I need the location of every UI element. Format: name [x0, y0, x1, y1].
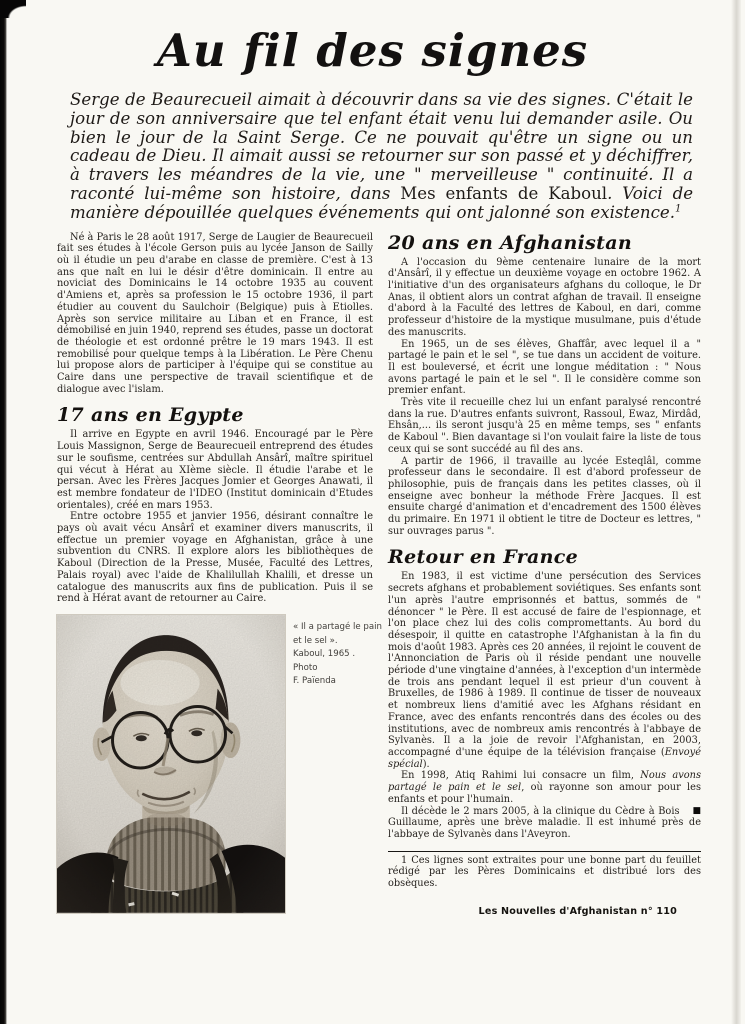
- paragraph-egypte-2: Entre octobre 1955 et janvier 1956, désirant connaître le pays où avait vécu Ansârî et examiner divers manuscrits, il effectue un premier voyage en Afghanistan, grâce à une subvention du CNRS. Il explore alors les bibliothèques de Kaboul (Direction de la Presse, Musée, Faculté des Lettres, Palais royal) avec l'aide de Khalilullah Khalili, et dresse un catalogue des manuscrits aux fins de publication. Puis il se rend à Hérat avant de retourner au Caire.: [57, 511, 373, 605]
- article-lede: [70, 91, 693, 223]
- book-title: Mes enfants de Kaboul: [400, 183, 608, 203]
- paragraph-text: En 1998, Atiq Rahimi lui consacre un film,: [401, 770, 641, 782]
- caption-line: et le sel ».: [293, 635, 338, 646]
- portrait-photo: [57, 615, 285, 913]
- emission-title: Envoyé spécial: [388, 747, 701, 770]
- paragraph-afghanistan-3: Très vite il recueille chez lui un enfant paralysé rencontré dans la rue. D'autres enfants suivront, Rassoul, Ewaz, Mirdâd, Ehsân,... ils seront jusqu'à 25 en même temps, ses " enfants de Kaboul ". Bien davantage si l'on voulait faire la liste de tous ceux qui se sont succédé au fil des ans.: [388, 397, 701, 455]
- article-end-mark: ■: [692, 805, 701, 816]
- paragraph-afghanistan-1: A l'occasion du 9ème centenaire lunaire de la mort d'Ansârî, il y effectue un deuxième voyage en octobre 1962. A l'initiative d'un des organisateurs afghans du colloque, le Dr Anas, il obtient alors un contrat afghan de travail. Il enseigne d'abord à la Faculté des lettres de Kaboul, en dari, comme professeur d'histoire de la mystique musulmane, puis d'étude des manuscrits.: [388, 256, 701, 338]
- paragraph-afghanistan-2: En 1965, un de ses élèves, Ghaffâr, avec lequel il a " partagé le pain et le sel ", se tue dans un accident de voiture. Il est bouleversé, et écrit une longue méditation : " Nous avons partagé le pain et le sel ". Il le considère comme son premier enfant.: [388, 338, 701, 397]
- caption-line: Kaboul, 1965 .: [293, 649, 356, 660]
- paragraph-jeunesse: Né à Paris le 28 août 1917, Serge de Laugier de Beaurecueil fait ses études à l'école Gerson puis au lycée Janson de Sailly où il étudie un peu d'arabe en classe de première. C'est à 13 ans que naît en lui le désir d'être dominicain. Il entre au noviciat des Dominicains le 14 octobre 1935 au couvent d'Amiens et, après sa profession le 15 octobre 1936, il part étudier au couvent du Saulchoir (Belgique) puis à Etiolles. Après son service militaire au Liban et en France, il est démobilisé en juin 1940, reprend ses études, passe un doctorat de théologie et est ordonné prêtre le 19 mars 1943. Il est remobilisé pour quelque temps à la Libération. Le Père Chenu lui propose alors de participer à l'équipe qui se constitue au Caire dans une perspective de travail scientifique et de dialogue avec l'islam.: [57, 231, 373, 395]
- footnote-text: 1 Ces lignes sont extraites pour une bonne part du feuillet rédigé par les Pères Dominicains et distribué lors des obsèques.: [388, 854, 701, 890]
- paragraph-text: ).: [422, 758, 430, 770]
- section-heading-afghanistan: 20 ans en Afghanistan: [388, 231, 632, 254]
- scan-left-edge: [0, 0, 7, 1024]
- paragraph-egypte-1: Il arrive en Egypte en avril 1946. Encouragé par le Père Louis Massignon, Serge de Beaurecueil entreprend des études sur le soufisme, centrées sur Abdullah Ansârî, maître spirituel qui vécut à Hérat au XIème siècle. Il étudie l'arabe et le persan. Avec les Frères Jacques Jomier et Georges Anawati, il est membre fondateur de l'IDEO (Institut dominicain d'Etudes orientales), créé en mars 1953.: [57, 429, 373, 511]
- photo-caption: [293, 621, 382, 913]
- caption-line: Photo: [293, 662, 318, 673]
- lede-text-2: . Voici de manière dépouillée quelques événements qui ont jalonné son existence.: [70, 183, 694, 222]
- article-title: Au fil des signes: [156, 24, 589, 77]
- photo-block: [57, 615, 382, 913]
- right-column: [388, 232, 701, 917]
- paragraph-retour-2: [388, 770, 701, 805]
- left-column: [57, 231, 382, 913]
- paragraph-deces: [388, 806, 701, 841]
- journal-footer: Les Nouvelles d'Afghanistan n° 110: [478, 905, 677, 917]
- section-heading-egypte: 17 ans en Egypte: [57, 404, 244, 427]
- paragraph-text: En 1983, il est victime d'une persécution des Services secrets afghans et probablement soviétiques. Ses enfants sont l'un après l'autre emprisonnés et battus, sommés de " dénoncer " le Père. Il est accusé de faire de l'espionnage, et l'on place chez lui des colis compromettants. Au bord du désespoir, il quitte en catastrophe l'Afghanistan à la fin du mois d'août 1983. Après ces 20 années, il rejoint le couvent de l'Annonciation de Paris où il réside pendant une nouvelle période d'une vingtaine d'années, à l'exception d'un intermède de trois ans pendant lequel il est prieur d'un couvent à Bruxelles, de 1986 à 1989. Il continue de tisser de nouveaux et nombreux liens d'amitié avec les Afghans résidant en France, avec des enfants rencontrés dans des écoles ou des institutions, avec de nombreux amis rencontrés à l'abbaye de Sylvanès. Il a la joie de revoir l'Afghanistan, en 2003, accompagné d'une équipe de la télévision française (: [388, 571, 701, 758]
- caption-line: « Il a partagé le pain: [293, 621, 382, 632]
- two-column-layout: [0, 223, 745, 917]
- footnote-rule: [388, 851, 701, 852]
- paragraph-text: Il décède le 2 mars 2005, à la clinique du Cèdre à Bois Guillaume, après une brève maladie. Il est inhumé près de l'abbaye de Sylvanès dans l'Aveyron.: [388, 805, 701, 840]
- scan-top-left-corner: [0, 0, 26, 18]
- caption-line: F. Païenda: [293, 676, 336, 687]
- lede-text-1: Serge de Beaurecueil aimait à découvrir dans sa vie des signes. C'était le jour de son anniversaire que tel enfant était venu lui demander asile. Ou bien le jour de la Saint Serge. Ce ne pouvait qu'être un signe ou un cadeau de Dieu. Il aimait aussi se retourner sur son passé et y déchiffrer, à travers les méandres de la vie, une " merveilleuse " continuité. Il a raconté lui-même son histoire, dans: [70, 90, 693, 203]
- portrait-photo-illustration: [57, 615, 285, 913]
- paragraph-afghanistan-4: A partir de 1966, il travaille au lycée Esteqlâl, comme professeur dans le secondaire. Il est d'abord professeur de philosophie, puis de français dans les petites classes, où il enseigne avec bonheur la méthode Frère Jacques. Il est ensuite chargé d'animation et d'encadrement des 1500 élèves du primaire. En 1971 il obtient le titre de Docteur es lettres, " sur ouvrages parus ".: [388, 455, 701, 537]
- film-title: Nous avons partagé le pain et le sel: [388, 770, 701, 794]
- paragraph-text: , où rayonne son amour pour les enfants et pour l'humain.: [388, 782, 702, 805]
- scan-right-edge: [731, 0, 741, 1024]
- section-heading-retour: Retour en France: [388, 546, 579, 569]
- footnote-reference: 1: [674, 203, 682, 215]
- paragraph-retour-1: [388, 571, 701, 770]
